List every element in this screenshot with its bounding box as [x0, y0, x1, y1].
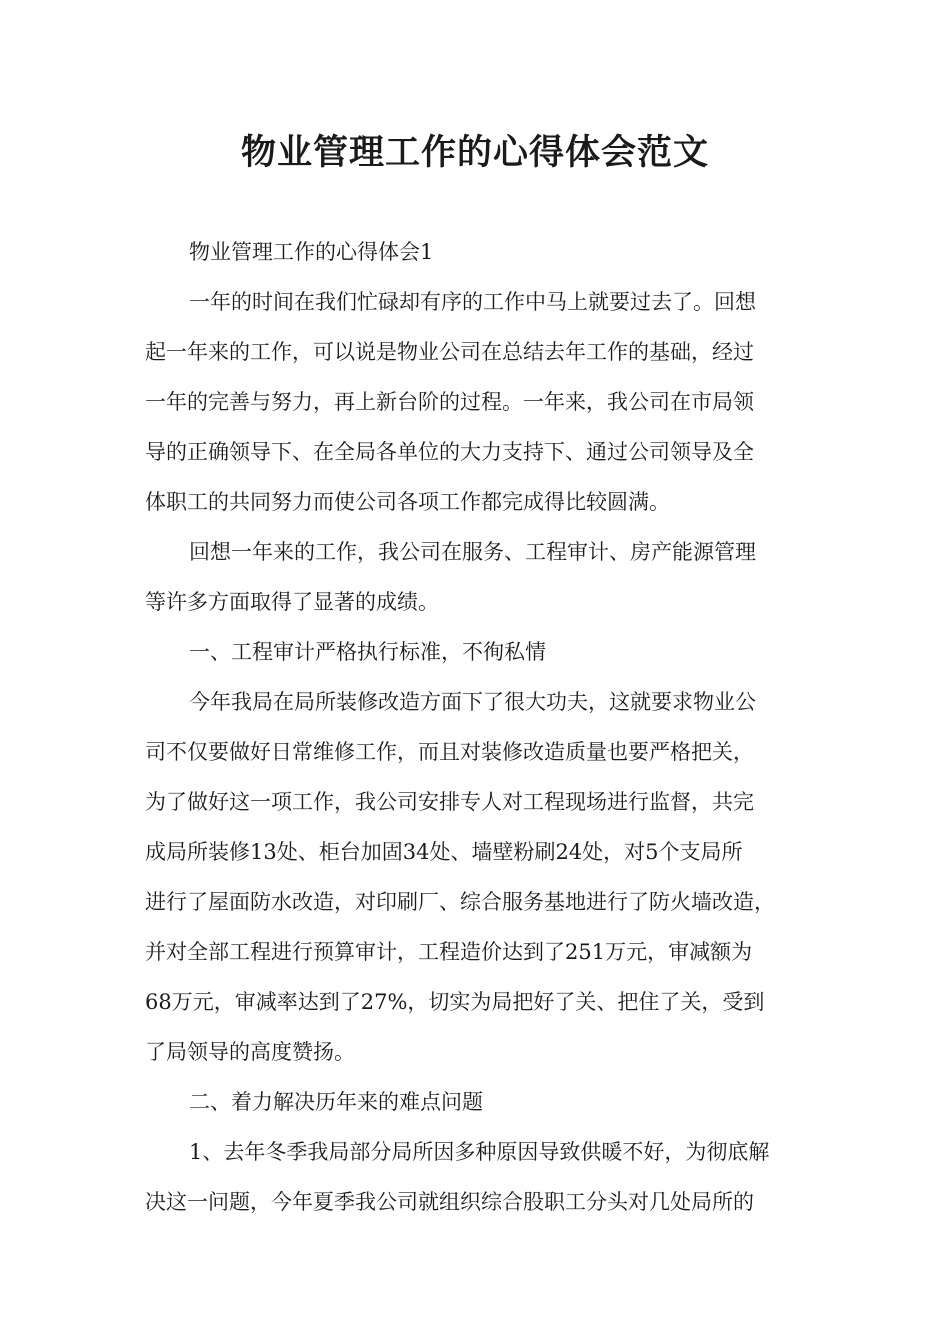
paragraph-line: 等许多方面取得了显著的成绩。 — [145, 590, 439, 614]
paragraph-line: 成局所装修13处、柜台加固34处、墙壁粉刷24处，对5个支局所 — [145, 840, 743, 864]
paragraph-line: 司不仅要做好日常维修工作，而且对装修改造质量也要严格把关， — [145, 740, 754, 764]
section-heading: 二、着力解决历年来的难点问题 — [189, 1090, 483, 1114]
document-title: 物业管理工作的心得体会范文 — [240, 133, 709, 173]
paragraph-line: 68万元，审减率达到了27%，切实为局把好了关、把住了关，受到 — [145, 990, 765, 1014]
paragraph-line: 一年的时间在我们忙碌却有序的工作中马上就要过去了。回想 — [189, 290, 756, 314]
paragraph-line: 导的正确领导下、在全局各单位的大力支持下、通过公司领导及全 — [145, 440, 754, 464]
paragraph-line: 今年我局在局所装修改造方面下了很大功夫，这就要求物业公 — [189, 690, 756, 714]
paragraph-line: 1、去年冬季我局部分局所因多种原因导致供暖不好，为彻底解 — [189, 1140, 770, 1164]
paragraph-line: 体职工的共同努力而使公司各项工作都完成得比较圆满。 — [145, 490, 670, 514]
paragraph-line: 决这一问题，今年夏季我公司就组织综合股职工分头对几处局所的 — [145, 1190, 754, 1214]
paragraph-line: 为了做好这一项工作，我公司安排专人对工程现场进行监督，共完 — [145, 790, 754, 814]
paragraph-line: 回想一年来的工作，我公司在服务、工程审计、房产能源管理 — [189, 540, 756, 564]
paragraph-line: 起一年来的工作，可以说是物业公司在总结去年工作的基础，经过 — [145, 340, 754, 364]
paragraph-line: 并对全部工程进行预算审计，工程造价达到了251万元，审减额为 — [145, 940, 753, 964]
section-heading: 一、工程审计严格执行标准，不徇私情 — [189, 640, 546, 664]
paragraph-line: 了局领导的高度赞扬。 — [145, 1040, 355, 1064]
paragraph-line: 物业管理工作的心得体会1 — [189, 240, 434, 264]
paragraph-line: 进行了屋面防水改造，对印刷厂、综合服务基地进行了防火墙改造， — [145, 890, 775, 914]
paragraph-line: 一年的完善与努力，再上新台阶的过程。一年来，我公司在市局领 — [145, 390, 754, 414]
document-body — [145, 227, 815, 1227]
